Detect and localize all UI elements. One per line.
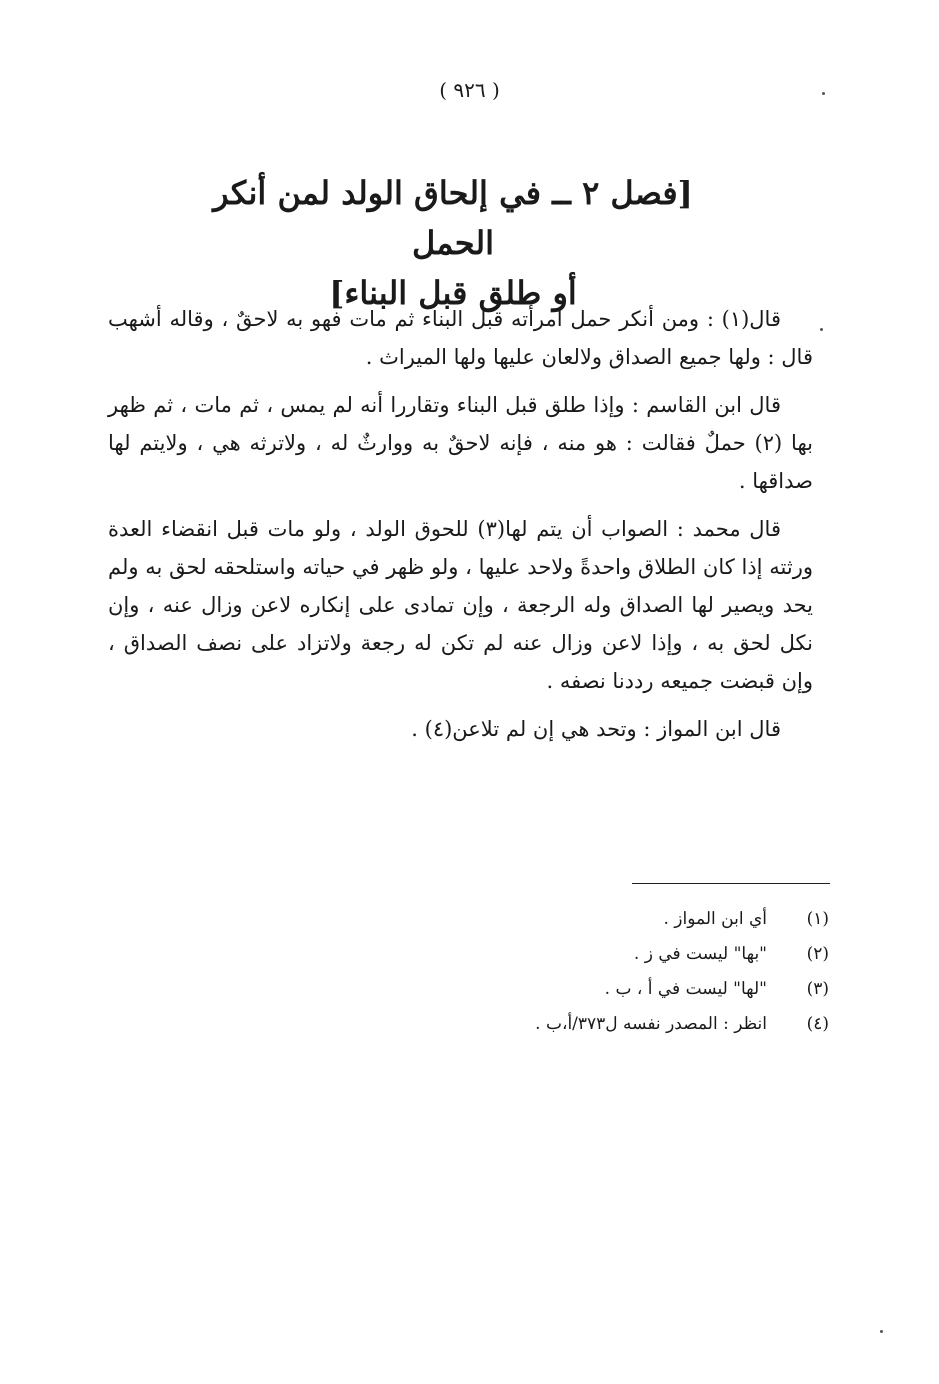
footnote-separator <box>632 883 830 884</box>
chapter-heading-line-1: [فصل ٢ ــ في إلحاق الولد لمن أنكر الحمل <box>213 174 693 262</box>
scan-speck <box>880 1330 883 1333</box>
footnote-text: أي ابن المواز . <box>663 909 767 929</box>
footnotes <box>369 902 829 1042</box>
page-number: ( ٩٢٦ ) <box>439 78 500 102</box>
scan-speck <box>822 92 825 95</box>
scan-speck <box>820 328 823 331</box>
body-text <box>108 300 813 758</box>
footnote-3 <box>369 972 829 1007</box>
footnote-4 <box>369 1007 829 1042</box>
footnote-text: انظر : المصدر نفسه ل٣٧٣/أ،ب . <box>535 1014 767 1034</box>
footnote-2 <box>369 937 829 972</box>
paragraph-3: قال محمد : الصواب أن يتم لها(٣) للحوق الولد ، ولو مات قبل انقضاء العدة ورثته إذا كان الطلاق واحدةً ولاحد عليها ، ولو ظهر في حياته واستلحقه لحق به ولم يحد ويصير لها الصداق وله الرجعة ، وإن تمادى على إنكاره لاعن وزال عنه ، وإن نكل لحق به ، وإذا لاعن وزال عنه لم تكن له رجعة ولاتزاد على نصف الصداق ، وإن قبضت جميعه رددنا نصفه . <box>108 517 813 693</box>
footnote-text: "بها" ليست في ز . <box>633 944 767 964</box>
footnote-number: (٣) <box>806 979 829 999</box>
paragraph-4: قال ابن المواز : وتحد هي إن لم تلاعن(٤) . <box>411 717 781 741</box>
chapter-heading-line-2: أو طلق قبل البناء] <box>329 274 577 312</box>
footnote-1 <box>369 902 829 937</box>
paragraph-2: قال ابن القاسم : وإذا طلق قبل البناء وتقاررا أنه لم يمس ، ثم مات ، ثم ظهر بها (٢) حملٌ فقالت : هو منه ، فإنه لاحقٌ به ووارثٌ له ، ولاترثه هي ، ولايتم لها صداقها . <box>108 393 813 493</box>
chapter-heading <box>193 168 713 318</box>
paragraph-1: قال(١) : ومن أنكر حمل امرأته قبل البناء ثم مات فهو به لاحقٌ ، وقاله أشهب قال : ولها جميع الصداق ولالعان عليها ولها الميراث . <box>108 307 813 369</box>
footnote-number: (١) <box>806 909 829 929</box>
footnote-number: (٤) <box>806 1014 829 1034</box>
footnote-number: (٢) <box>806 944 829 964</box>
footnote-text: "لها" ليست في أ ، ب . <box>604 979 767 999</box>
